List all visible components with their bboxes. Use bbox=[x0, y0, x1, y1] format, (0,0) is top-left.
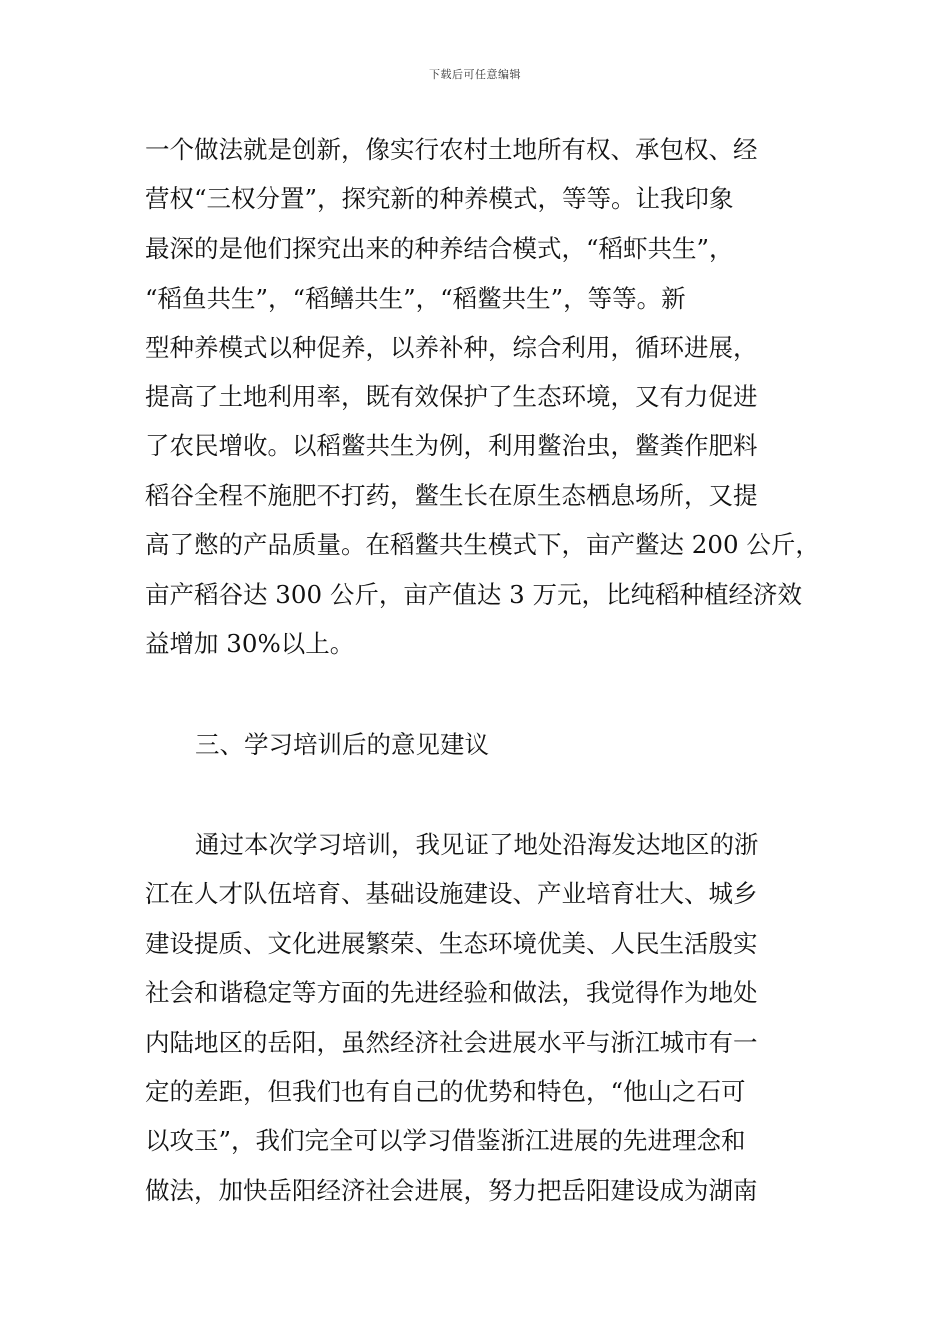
paragraph-line: 型种养模式以种促养，以养补种，综合利用，循环进展， bbox=[145, 333, 758, 362]
paragraph-line: 建设提质、文化进展繁荣、生态环境优美、人民生活殷实 bbox=[145, 929, 758, 958]
paragraph-line: 江在人才队伍培育、基础设施建设、产业培育壮大、城乡 bbox=[145, 879, 758, 908]
paragraph-line: 提高了土地利用率，既有效保护了生态环境，又有力促进 bbox=[145, 382, 758, 411]
paragraph-line: 高了憋的产品质量。在稻鳖共生模式下，亩产鳖达 200 公斤， bbox=[145, 530, 820, 559]
paragraph-line: 社会和谐稳定等方面的先进经验和做法，我觉得作为地处 bbox=[145, 978, 758, 1007]
paragraph-line: 通过本次学习培训，我见证了地处沿海发达地区的浙 bbox=[195, 830, 759, 859]
paragraph-line: 稻谷全程不施肥不打药，鳖生长在原生态栖息场所，又提 bbox=[145, 481, 758, 510]
paragraph-line: 定的差距，但我们也有自己的优势和特色，“他山之石可 bbox=[145, 1077, 746, 1106]
paragraph-line: 益增加 30%以上。 bbox=[145, 629, 355, 658]
paragraph-line: “稻鱼共生”，“稻鳝共生”，“稻鳖共生”，等等。新 bbox=[145, 284, 686, 313]
paragraph-line: 了农民增收。以稻鳖共生为例，利用鳖治虫，鳖粪作肥料 bbox=[145, 431, 758, 460]
paragraph-line: 以攻玉”，我们完全可以学习借鉴浙江进展的先进理念和 bbox=[145, 1126, 746, 1155]
paragraph-line: 做法，加快岳阳经济社会进展，努力把岳阳建设成为湖南 bbox=[145, 1176, 758, 1205]
paragraph-line: 最深的是他们探究出来的种养结合模式，“稻虾共生”， bbox=[145, 234, 734, 263]
paragraph-line: 内陆地区的岳阳，虽然经济社会进展水平与浙江城市有一 bbox=[145, 1028, 758, 1057]
page-header: 下载后可任意编辑 bbox=[429, 68, 521, 81]
paragraph-line: 营权“三权分置”，探究新的种养模式，等等。让我印象 bbox=[145, 184, 734, 213]
paragraph-line: 亩产稻谷达 300 公斤，亩产值达 3 万元，比纯稻种植经济效 bbox=[145, 580, 802, 609]
paragraph-line: 一个做法就是创新，像实行农村土地所有权、承包权、经 bbox=[145, 135, 758, 164]
section-heading: 三、学习培训后的意见建议 bbox=[195, 730, 489, 759]
